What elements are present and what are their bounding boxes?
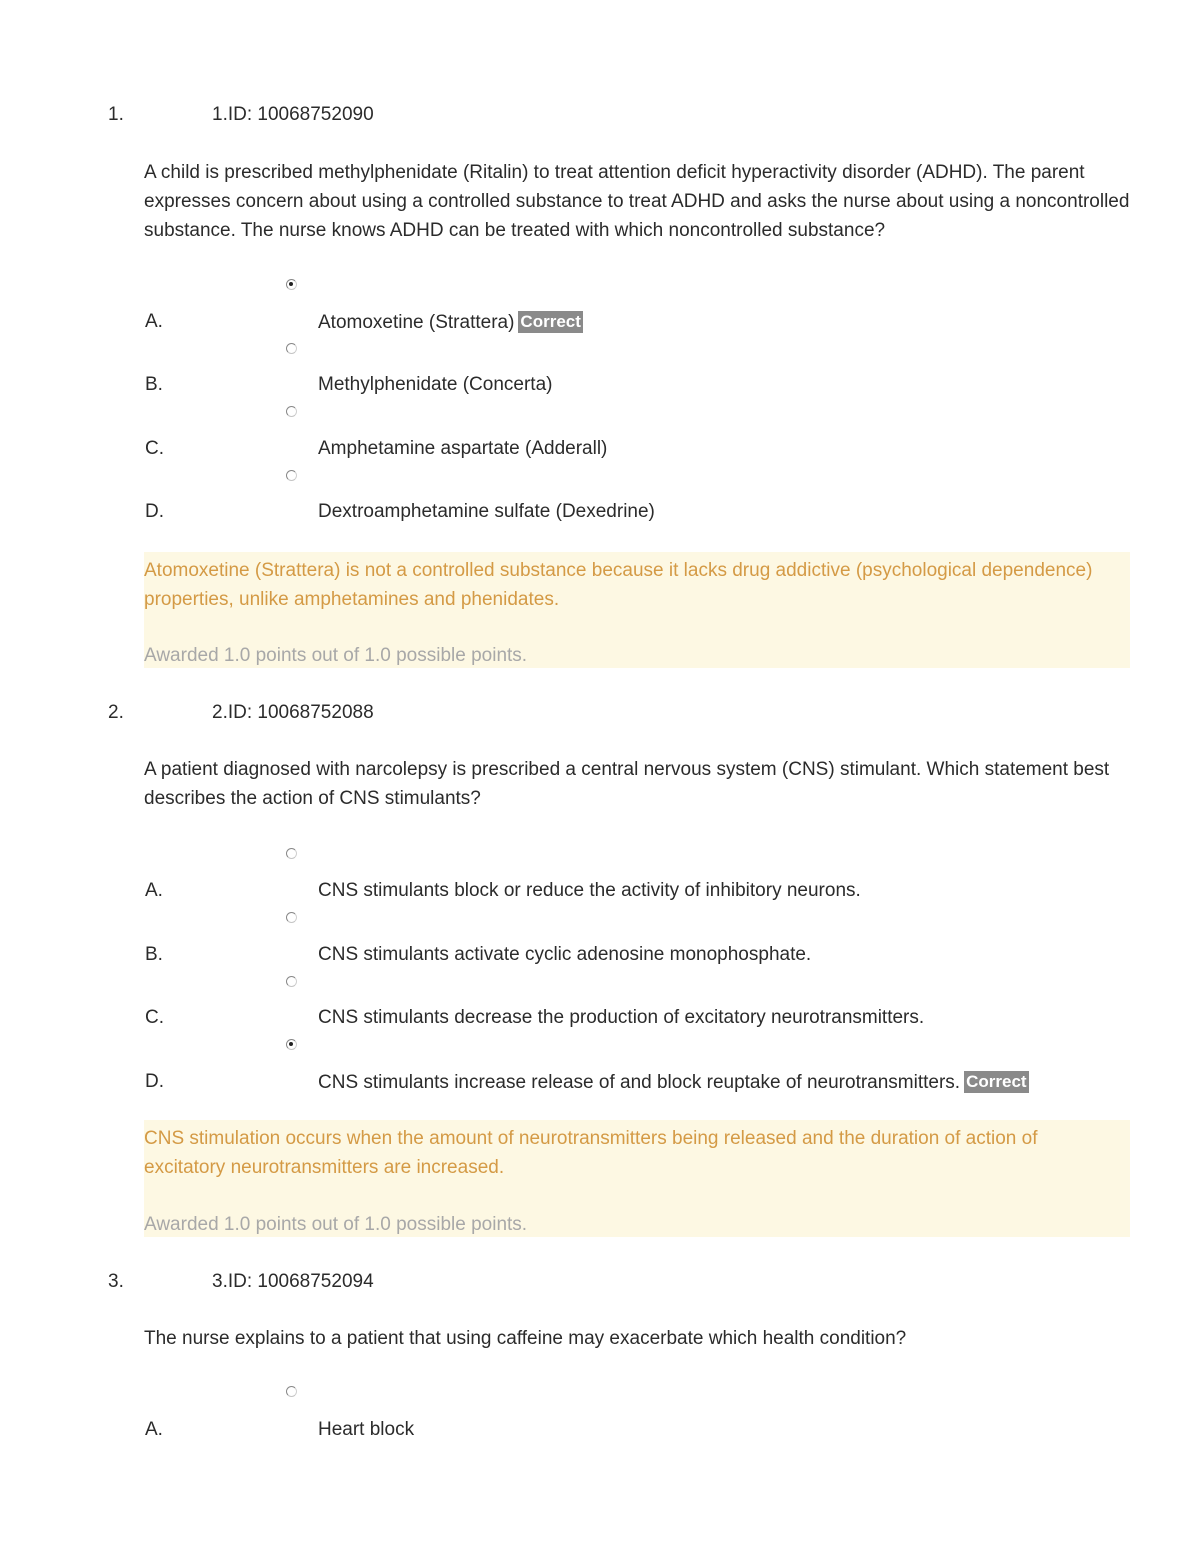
q1-option-b-radio[interactable]: [286, 343, 297, 354]
question-2-rationale: CNS stimulation occurs when the amount of neurotransmitters being released and the duration of action of excitatory neurotransmitters are increased.: [144, 1128, 1038, 1178]
q1-option-d-radio[interactable]: [286, 470, 297, 481]
question-2-text: A patient diagnosed with narcolepsy is prescribed a central nervous system (CNS) stimulant. Which statement best describes the action of CNS stimulants?: [144, 759, 1110, 809]
q1-option-a-text: [318, 311, 583, 334]
q1-option-a-label: Atomoxetine (Strattera): [318, 312, 515, 333]
question-2-number: 2.: [108, 702, 124, 723]
correct-badge: Correct: [966, 1072, 1027, 1091]
question-1-text: A child is prescribed methylphenidate (Ritalin) to treat attention deficit hyperactivity disorder (ADHD). The parent expresses concern about using a controlled substance to treat ADHD and asks the nurse about using a noncontrolled substance. The nurse knows ADHD can be treated with which noncontrolled substance?: [144, 162, 1130, 241]
q1-option-c-radio[interactable]: [286, 406, 297, 417]
question-3-id: 3.ID: 10068752094: [212, 1271, 374, 1292]
question-2-points: Awarded 1.0 points out of 1.0 possible points.: [144, 1214, 528, 1235]
question-1-feedback-box: [144, 552, 1130, 668]
q1-option-d-letter: D.: [145, 501, 164, 522]
q1-option-d-text: Dextroamphetamine sulfate (Dexedrine): [318, 501, 655, 522]
q1-option-b-text: Methylphenidate (Concerta): [318, 374, 553, 395]
q2-option-c-text: CNS stimulants decrease the production of excitatory neurotransmitters.: [318, 1007, 925, 1028]
question-1-rationale: Atomoxetine (Strattera) is not a controlled substance because it lacks drug addictive (psychological dependence) properties, unlike amphetamines and phenidates.: [144, 560, 1093, 610]
q3-option-a-letter: A.: [145, 1419, 163, 1440]
q1-option-c-text: Amphetamine aspartate (Adderall): [318, 438, 608, 459]
q2-option-a-radio[interactable]: [286, 848, 297, 859]
question-1-points: Awarded 1.0 points out of 1.0 possible points.: [144, 645, 528, 666]
q2-option-d-label: CNS stimulants increase release of and block reuptake of neurotransmitters.: [318, 1072, 961, 1093]
q2-option-a-text: CNS stimulants block or reduce the activity of inhibitory neurons.: [318, 880, 861, 901]
q1-option-a-letter: A.: [145, 311, 163, 332]
question-3-number: 3.: [108, 1271, 124, 1292]
q2-option-d-letter: D.: [145, 1071, 164, 1092]
q1-option-b-letter: B.: [145, 374, 163, 395]
q2-option-c-letter: C.: [145, 1007, 164, 1028]
question-2-id: 2.ID: 10068752088: [212, 702, 374, 723]
question-2-feedback-box: [144, 1120, 1130, 1237]
q2-option-d-text: [318, 1071, 1029, 1094]
question-1-id: 1.ID: 10068752090: [212, 104, 374, 125]
q2-option-b-letter: B.: [145, 944, 163, 965]
q2-option-a-letter: A.: [145, 880, 163, 901]
q3-option-a-text: Heart block: [318, 1419, 415, 1440]
q2-option-b-radio[interactable]: [286, 912, 297, 923]
q2-option-c-radio[interactable]: [286, 976, 297, 987]
question-1-number: 1.: [108, 104, 124, 125]
q1-option-a-radio[interactable]: [286, 279, 297, 290]
q1-option-c-letter: C.: [145, 438, 164, 459]
q3-option-a-radio[interactable]: [286, 1386, 297, 1397]
q2-option-b-text: CNS stimulants activate cyclic adenosine monophosphate.: [318, 944, 812, 965]
correct-badge: Correct: [520, 312, 581, 331]
question-3-text: The nurse explains to a patient that using caffeine may exacerbate which health condition?: [144, 1328, 907, 1349]
q2-option-d-radio[interactable]: [286, 1039, 297, 1050]
